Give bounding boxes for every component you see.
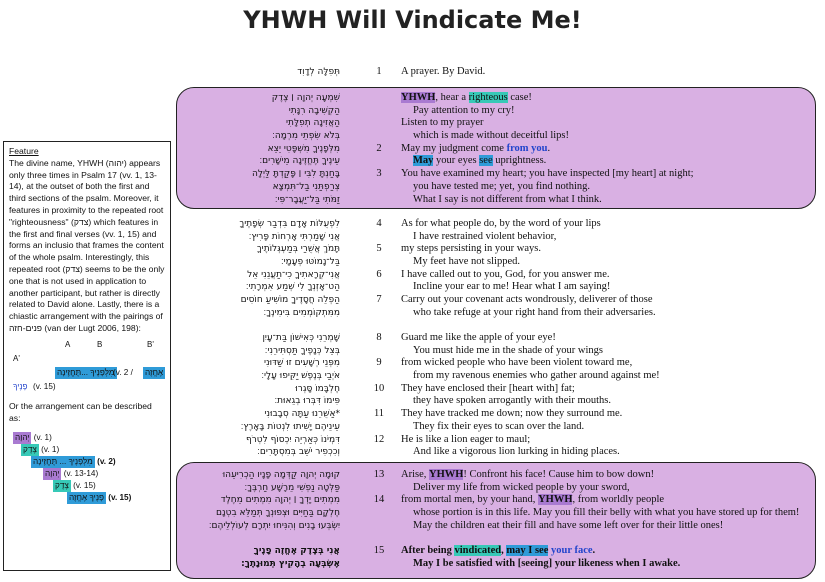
hebrew-line: אֲנִי־קְרָאתִיךָ כִי־תַעֲנֵנִי אֵל [247,269,340,280]
verse-9-hebrew [165,357,340,382]
hebrew-line: אֹיְבַי בְּנֶפֶשׁ יַקִּיפוּ עָלָי׃ [261,371,340,382]
chiasm-label-a-prime-row [9,353,165,367]
text: , hear a [435,92,469,103]
chiasm-heb-2: אֶחֱזֶה [145,367,164,377]
text: your eyes [433,155,480,167]
chiasm-list-heb: יְהוָה [15,433,30,443]
text: from mortal men, by your hand, [401,494,539,506]
hebrew-line: שִׁמְעָה יְהוָה ׀ צֶדֶק [271,93,340,103]
english-line: They have enclosed their [heart with] fat; [401,382,575,394]
verse-number: 6 [376,268,382,280]
english-line: And like a vigorous lion lurking in hiding places. [413,446,620,458]
verse-11-hebrew [165,408,340,433]
verse-number: 9 [376,357,382,369]
verse-8-hebrew [165,332,340,357]
verse-10-english [401,383,611,408]
label-a-prime: A' [13,353,20,363]
hebrew-line: בָּחַנְתָּ לִבִּי ׀ פָּקַדְתָּ לַּיְלָה [252,169,340,180]
text: , [501,545,507,556]
chiasm-list-item [31,456,116,468]
text: uprightness. [492,155,547,167]
verse-number: 4 [376,218,382,229]
verse-number: 7 [376,294,382,306]
english-line: whose portion is in this life. May you fill their belly with what you have stored up for them! [413,507,800,519]
verse-7-hebrew [165,294,340,319]
verse-10-hebrew [165,383,340,408]
feature-body: The divine name, YHWH (יהוה) appears only three times in Psalm 17 (vv. 1, 13-14), at the outset of both the first and third sections of the psalm. Moreover, it features in proximity to the repeated root "righteousness" (צדק) which features in the first and final verses (vv. 1, 15) and forms an inclusio that frames the content of the whole psalm. Interestingly, this repeated root (צדק) seems to be the only one that is not used in application to another participant, but rather is directly related to David alone. Lastly, there is a chiastic arrangement with the pairings of פנים-חזה (van der Lugt 2006, 198): [9,157,165,333]
english-line: my steps persisting in your ways. [401,243,541,255]
text: . [547,142,551,154]
chiasm-ref-2: (v. 15) [33,381,56,391]
verse-number: 5 [376,243,382,255]
verse-9-english [401,357,660,382]
english-line: May the children eat their fill and have some left over for their little ones! [413,519,724,531]
text: . [592,545,596,556]
chiasm-list-heb: צֶדֶק [55,481,69,491]
hebrew-line: מִפְּנֵי רְשָׁעִים זוּ שַׁדּוּנִי [263,358,340,369]
verse-14-english [401,494,799,532]
verse-3-hebrew [165,168,340,206]
english-line: you have tested me; yet, you find nothing. [413,180,591,192]
may-highlight: May [413,155,434,167]
english-line: Guard me like the apple of your eye! [401,332,556,343]
chiasm-list-item [67,492,131,504]
hebrew-line: קוּמָה יְהוָה קַדְּמָה פָנָיו הַכְרִיעֵהוּ [222,470,340,480]
hebrew-line: בְּלֹא שִׂפְתֵי מִרְמָה׃ [272,131,340,142]
verse-15-english [401,545,680,570]
verse-1-hebrew [165,66,340,79]
verse-number: 15 [373,545,385,556]
chiasm-list [9,432,165,512]
hebrew-line: וְכִכְפִיר יֹשֵׁב בְּמִסְתָּרִים׃ [257,447,340,458]
english-line: from wicked people who have been violent toward me, [401,357,633,369]
text: ! Confront his face! Cause him to bow down! [463,469,655,480]
yhwh-highlight: YHWH [401,92,436,103]
verse-14-hebrew [165,494,340,532]
verse-number: 12 [373,433,385,445]
verse-number: 13 [373,469,385,480]
chiasm-list-item [21,444,59,456]
verse-6-english [401,269,610,294]
hebrew-line: עֵינֶיךָ תֶּחֱזֶינָה מֵישָׁרִים׃ [259,156,340,167]
chiasm-list-heb: יְהוָה [45,469,60,479]
verse-13-hebrew [165,469,340,494]
verse-13-english [401,469,654,494]
chiasm-labels [9,339,165,353]
hebrew-line: הַפְלֵה חֲסָדֶיךָ מוֹשִׁיעַ חוֹסִים [240,295,340,306]
your-face-text: your face [548,545,593,556]
feature-or-text: Or the arrangement can be described as: [9,400,152,423]
righteous-highlight: righteous [468,92,508,103]
verse-15-hebrew [165,545,340,570]
verse-5-english [401,243,541,268]
text: May my judgment come [401,142,507,154]
chiasm-arrangement-2 [9,381,165,395]
verse-1b-hebrew [165,92,340,143]
english-line: Deliver my life from wicked people by your sword, [413,481,630,493]
chiasm-ref-1: (v. 2 / [113,367,133,377]
english-line: which is made without deceitful lips! [413,130,570,142]
vindicated-highlight: vindicated [454,545,502,556]
verse-number: 1 [376,66,382,77]
chiasm-arrangement [9,367,165,381]
chiasm-list-ref: (v. 15) [108,493,132,503]
hebrew-line: עֵינֵיהֶם יָשִׁיתוּ לִנְטוֹת בָּאָרֶץ׃ [240,421,340,432]
chiasm-heb-1: מִלְּפָנֶיךָ ...תֶּחֱזֶינָה [57,367,115,377]
verse-8-english [401,332,603,357]
verse-11-english [401,408,622,433]
verse-number: 3 [376,168,382,180]
verse-1-english: A prayer. By David. [401,66,486,77]
english-line: You have examined my heart; you have inspected [my heart] at night; [401,168,694,180]
hebrew-line: יִשְׂבְּעוּ בָנִים וְהִנִּיחוּ יִתְרָם לְעוֹלְלֵיהֶם׃ [208,520,340,531]
verse-6-hebrew [165,269,340,294]
english-line: What I say is not different from what I think. [413,193,602,205]
english-line: May I be satisfied with [seeing] your likeness when I awake. [413,557,681,569]
verse-number: 11 [373,408,385,420]
chiasm-list-ref: (v. 13-14) [63,469,99,479]
verse-7-english [401,294,656,319]
see-highlight: see [479,155,493,167]
verse-1b-english [401,92,569,143]
chiasm-list-ref: (v. 1) [33,433,52,443]
hebrew-line: מִמִּתְקוֹמְמִים בִּימִינֶךָ׃ [263,307,340,318]
hebrew-line: אֲנִי שָׁמַרְתִּי אָרְחוֹת פָּרִיץ׃ [248,231,340,242]
chiasm-list-ref: (v. 1) [41,445,60,455]
english-line: You must hide me in the shade of your wings [413,344,603,356]
chiasm-list-ref: (v. 15) [73,481,96,491]
label-a: A [65,339,71,349]
english-line: I have called out to you, God, for you answer me. [401,268,610,280]
hebrew-line: מִמְתִים יָדְךָ ׀ יְהוָה מִמְתִים מֵחֶלֶד [220,495,340,506]
chiasm-list-item [13,432,52,444]
hebrew-line: פַּלְּטָה נַפְשִׁי מֵרָשָׁע חַרְבֶּךָ׃ [244,482,340,493]
may-i-see-highlight: may I see [506,545,549,556]
verse-2-hebrew [165,143,340,168]
text: Arise, [401,469,429,480]
english-line: As for what people do, by the word of your lips [401,218,601,229]
verse-12-english [401,434,620,459]
from-you-text: from you [506,142,548,154]
english-line: I have restrained violent behavior, [413,230,557,242]
hebrew-line: אֲנִי בְּצֶדֶק אֶחֱזֶה פָנֶיךָ [253,546,340,556]
hebrew-line: הַקְשִׁיבָה רִנָּתִי [288,105,340,116]
verse-number: 2 [376,142,382,154]
chiasm-list-heb: פָנֶיךָ אֶחֱזֶה [69,493,104,503]
chiasm-list-heb: צֶדֶק [23,445,37,455]
text: , from worldly people [572,494,665,506]
hebrew-line: לִפְעֻלּוֹת אָדָם בִּדְבַר שְׂפָתֶיךָ [239,219,340,229]
verse-4-hebrew [165,218,340,243]
verse-number: 10 [373,382,385,394]
hebrew-line: בְּצֵל כְּנָפֶיךָ תַּסְתִּירֵנִי׃ [264,345,340,356]
verse-4-english [401,218,601,243]
english-line: who take refuge at your right hand from their adversaries. [413,306,656,318]
english-line: They have tracked me down; now they surround me. [401,408,623,420]
page-title: YHWH Will Vindicate Me! [243,6,582,34]
hebrew-line: תְּפִלָּה לְדָוִד [297,67,340,77]
chiasm-list-ref: (v. 2) [97,457,116,467]
text: case! [507,92,532,103]
chiasm-list-item [53,480,96,492]
hebrew-line: הַאֲזִינָה תְפִלָּתִי [286,118,340,129]
hebrew-line: תָּמֹךְ אֲשֻׁרַי בְּמַעְגְּלוֹתֶיךָ [256,244,340,255]
hebrew-line: בַּל־נָמוֹטּוּ פְעָמָי׃ [280,257,340,268]
hebrew-line: פִּימוֹ דִּבְּרוּ בְגֵאוּת׃ [274,396,340,407]
hebrew-line: חֶלְבָּמוֹ סָּגְרוּ [295,383,340,394]
english-line: from my ravenous enemies who gather around against me! [413,370,660,382]
verse-5-hebrew [165,243,340,268]
yhwh-highlight: YHWH [429,469,464,480]
english-line: they have spoken arrogantly with their mouths. [413,395,611,407]
yhwh-highlight: YHWH [538,494,573,506]
hebrew-line: *אַשֻּׁרֵנוּ עַתָּה סְבָבוּנִי [264,409,340,420]
feature-panel [3,141,171,571]
english-line: Incline your ear to me! Hear what I am saying! [413,281,611,293]
chiasm-list-heb: מִלְּפָנֶיךָ ... תֶּחֱזֶינָה [33,457,93,467]
hebrew-line: מִלְּפָנֶיךָ מִשְׁפָּטִי יֵצֵא [267,143,340,154]
verse-2-english [401,143,550,168]
label-b-prime: B' [147,339,154,349]
english-line: They fix their eyes to scan over the land. [413,420,585,432]
hebrew-line: הַט־אָזְנְךָ לִי שְׁמַע אִמְרָתִי׃ [245,282,340,293]
hebrew-line: חֶלְקָם בַּחַיִּים וּצְפוּנְךָ תְּמַלֵּא בִטְנָם [216,508,340,519]
hebrew-line: שָׁמְרֵנִי כְּאִישׁוֹן בַּת־עָיִן [262,333,340,343]
verse-number: 8 [376,332,382,343]
verse-3-english [401,168,694,206]
verse-number: 14 [373,494,385,506]
hebrew-line: דִּמְיֹנוֹ כְּאַרְיֵה יִכְסוֹף לִטְרֹף [245,434,340,445]
verse-12-hebrew [165,434,340,459]
text: After being [401,545,455,556]
hebrew-line: זַמֹּתִי בַּל־יַעֲבָר־פִּי׃ [274,194,340,205]
english-line: My feet have not slipped. [413,256,521,268]
hebrew-line: אֶשְׂבְּעָה בְהָקִיץ תְּמוּנָתֶךָ׃ [241,558,340,569]
english-line: Carry out your covenant acts wondrously, deliverer of those [401,294,653,306]
english-line: Pay attention to my cry! [413,104,515,116]
chiasm-list-item [43,468,98,480]
feature-heading: Feature [9,146,39,156]
english-line: He is like a lion eager to maul; [401,433,531,445]
label-b: B [97,339,103,349]
english-line: Listen to my prayer [401,117,484,129]
chiasm-heb-3: פָנֶיךָ [13,381,28,391]
hebrew-line: צְרַפְתַּנִי בַל־תִּמְצָא [272,181,340,192]
